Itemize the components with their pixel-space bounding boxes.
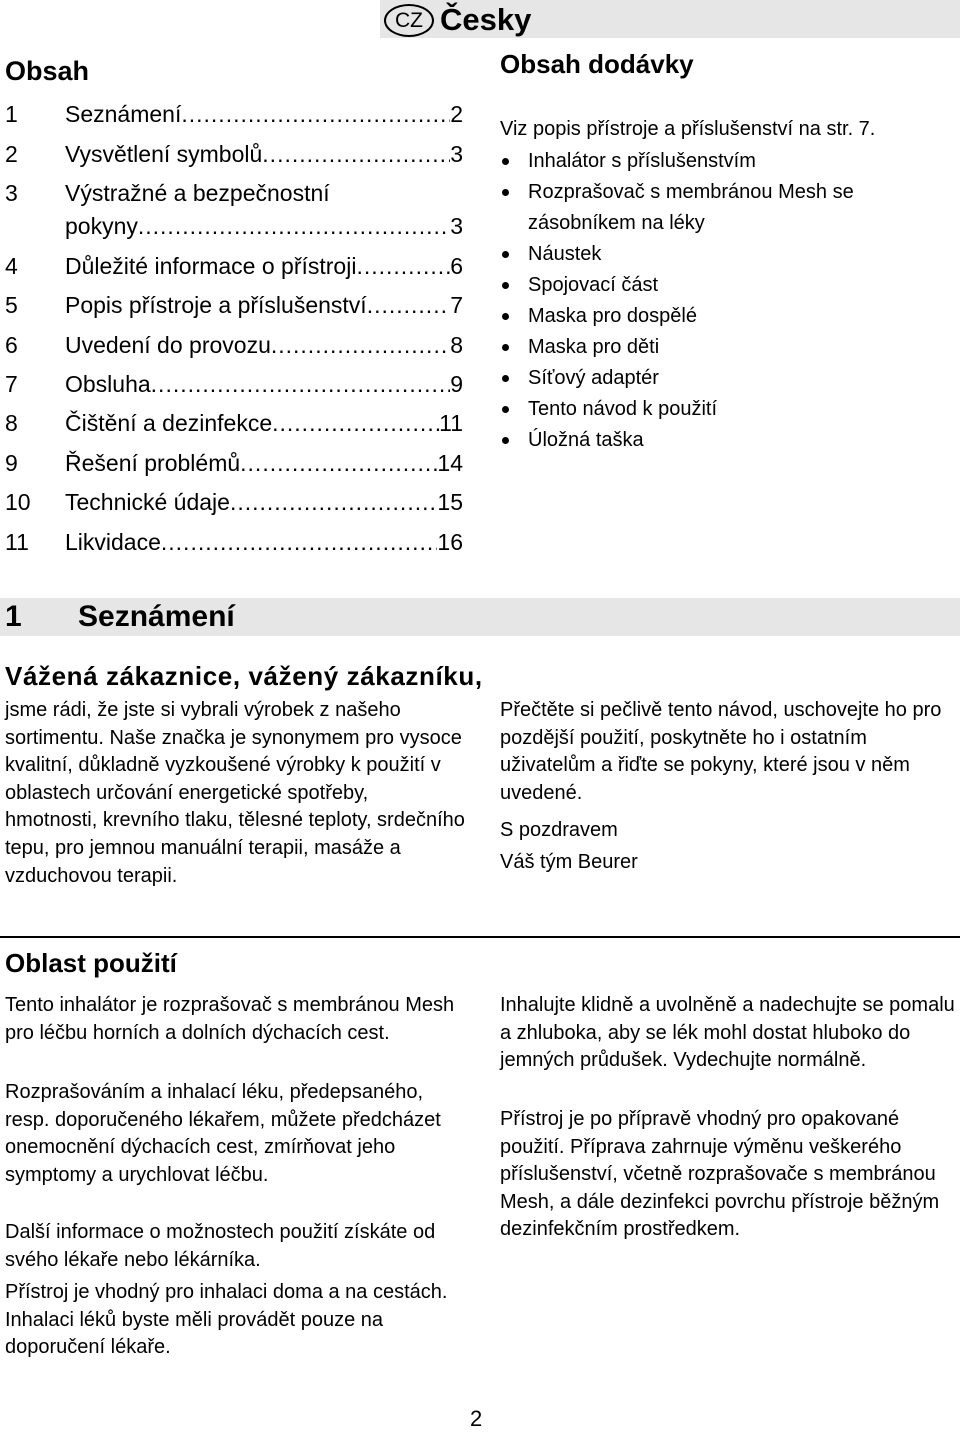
usage-heading: Oblast použití — [5, 948, 177, 978]
toc-item-number: 3 — [5, 180, 18, 206]
toc-item-page: 15 — [437, 489, 463, 515]
toc-leader-dots — [181, 100, 450, 128]
delivery-item: Tento návod k použití — [500, 394, 940, 425]
toc-leader-dots — [161, 528, 438, 556]
greeting-heading: Vážená zákaznice, vážený zákazníku, — [5, 661, 483, 691]
toc-leader-dots — [262, 140, 450, 168]
toc-leader-dots — [271, 331, 450, 359]
usage-paragraph: Rozprašováním a inhalací léku, předepsaného, resp. doporučeného lékařem, můžete předcházet onemocnění dýchacích cest, zmírňovat jeho symptomy a urychlovat léčbu. — [5, 1081, 441, 1186]
intro-paragraph: jsme rádi, že jste si vybrali výrobek z našeho sortimentu. Naše značka je synonymem pro vysoce kvalitní, důkladně vyzkoušené výrobky k použití v oblastech určování energetické spotřeby, hmotnosti, krevního tlaku, tělesné teploty, srdečního tepu, pro jemnou manuální terapii, masáže a vzduchovou terapii. — [5, 699, 465, 887]
toc-item-page: 8 — [450, 332, 463, 358]
toc-item-page: 14 — [437, 450, 463, 476]
toc-item-number: 4 — [5, 253, 18, 279]
delivery-item: Maska pro děti — [500, 332, 940, 363]
toc-item-number: 9 — [5, 450, 18, 476]
usage-paragraph: Další informace o možnostech použití získáte od svého lékaře nebo lékárníka. — [5, 1221, 436, 1271]
toc-item-title: Obsluha — [65, 371, 151, 397]
delivery-heading: Obsah dodávky — [500, 49, 694, 79]
toc-item-title: Řešení problémů — [65, 450, 241, 476]
usage-paragraph: Přístroj je po přípravě vhodný pro opakované použití. Příprava zahrnuje výměnu veškerého příslušenství, včetně rozprašovače s membránou Mesh, a dále dezinfekci povrchu přístroje běžným dezinfekčním prostředkem. — [500, 1108, 940, 1241]
toc-item-page: 11 — [439, 410, 463, 436]
usage-paragraph: Tento inhalátor je rozprašovač s membránou Mesh pro léčbu horních a dolních dýchacích cest. — [5, 994, 455, 1044]
read-manual-paragraph: Přečtěte si pečlivě tento návod, uschovejte ho pro pozdější použití, poskytněte ho i ostatním uživatelům a řiďte se pokyny, které jsou v něm uvedené. — [500, 699, 942, 804]
toc-leader-dots — [367, 291, 451, 319]
toc-item-number: 6 — [5, 332, 18, 358]
toc-item-page: 6 — [450, 253, 463, 279]
toc-item-page: 7 — [450, 292, 463, 318]
page-number: 2 — [470, 1406, 483, 1431]
toc-item-title: pokyny — [65, 213, 138, 239]
toc-item-number: 2 — [5, 141, 18, 167]
toc-item-page: 16 — [437, 529, 463, 555]
delivery-item: Spojovací část — [500, 270, 940, 301]
toc-item-title: Seznámení — [65, 101, 182, 127]
toc-item-title: Uvedení do provozu — [65, 332, 271, 358]
section-number: 1 — [5, 600, 22, 633]
toc-item-page: 9 — [450, 371, 463, 397]
delivery-list — [500, 146, 940, 456]
toc-item-number: 1 — [5, 101, 18, 127]
language-badge: CZ — [384, 4, 434, 37]
toc-leader-dots — [240, 449, 437, 477]
section-title: Seznámení — [78, 600, 235, 633]
toc-item-number: 5 — [5, 292, 18, 318]
toc-item-title-line1: Výstražné a bezpečnostní — [65, 180, 330, 206]
toc-item-title: Popis přístroje a příslušenství — [65, 292, 367, 318]
language-label: Česky — [440, 2, 532, 37]
toc-item-title: Důležité informace o přístroji — [65, 253, 357, 279]
team-signature: Váš tým Beurer — [500, 851, 638, 873]
delivery-intro: Viz popis přístroje a příslušenství na str. 7. — [500, 118, 876, 140]
toc-item-number: 8 — [5, 410, 18, 436]
regards-text: S pozdravem — [500, 819, 618, 841]
toc-leader-dots — [272, 409, 439, 437]
toc-item-title: Likvidace — [65, 529, 161, 555]
toc-item-number: 10 — [5, 489, 31, 515]
usage-paragraph: Inhalujte klidně a uvolněně a nadechujte se pomalu a zhluboka, aby se lék mohl dostat hluboko do jemných průdušek. Vydechujte normálně. — [500, 994, 955, 1072]
toc-leader-dots — [230, 488, 437, 516]
toc-item-title: Technické údaje — [65, 489, 230, 515]
delivery-item: Rozprašovač s membránou Mesh se zásobníkem na léky — [500, 177, 940, 239]
delivery-item: Úložná taška — [500, 425, 940, 456]
toc-heading: Obsah — [5, 56, 90, 86]
delivery-item: Inhalátor s příslušenstvím — [500, 146, 940, 177]
toc-leader-dots — [138, 212, 450, 240]
toc-item-number: 7 — [5, 371, 18, 397]
delivery-item: Náustek — [500, 239, 940, 270]
toc-item-number: 11 — [5, 529, 29, 555]
usage-paragraph: Přístroj je vhodný pro inhalaci doma a na cestách. Inhalaci léků byste měli provádět pouze na doporučení lékaře. — [5, 1281, 448, 1359]
toc-leader-dots — [151, 370, 451, 398]
toc-leader-dots — [356, 252, 450, 280]
toc-item-page: 3 — [450, 141, 463, 167]
toc-item-title: Čištění a dezinfekce — [65, 410, 273, 436]
toc-item-page: 3 — [450, 213, 463, 239]
toc-item-title: Vysvětlení symbolů — [65, 141, 263, 167]
horizontal-divider — [0, 936, 960, 938]
delivery-item: Maska pro dospělé — [500, 301, 940, 332]
delivery-item: Síťový adaptér — [500, 363, 940, 394]
toc-item-page: 2 — [450, 101, 463, 127]
